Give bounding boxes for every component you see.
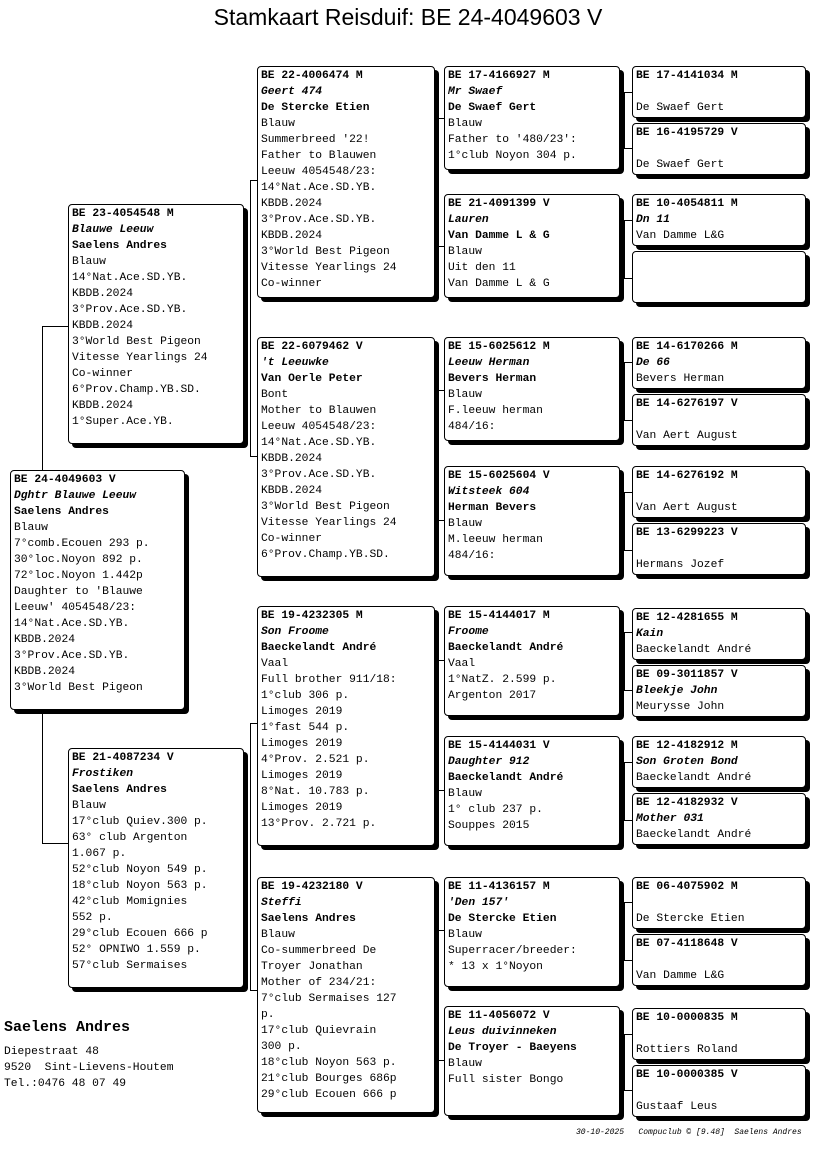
info-line: 1°club Noyon 304 p.	[448, 150, 577, 162]
pigeon-card-dam	[68, 748, 244, 988]
pigeon-card-dam-dam	[257, 877, 435, 1113]
breeder-street: Diepestraat 48	[4, 1046, 99, 1058]
spacer	[636, 412, 802, 428]
info-line: 7°comb.Ecouen 293 p.	[14, 538, 150, 550]
info-line: 21°club Bourges 686p	[261, 1073, 397, 1085]
spacer	[636, 1083, 802, 1099]
pigeon-card-g14	[632, 934, 806, 986]
ring-number: BE 10-4054811 M	[636, 198, 738, 210]
info-line: Father to '480/23':	[448, 134, 577, 146]
pigeon-name: 't Leeuwke	[261, 357, 329, 369]
owner-name: Gustaaf Leus	[636, 1101, 718, 1113]
footer-credit: 30-10-2025 Compuclub © [9.48] Saelens Andres	[576, 1128, 802, 1137]
pigeon-card-g9	[632, 608, 806, 660]
breeder-name: Saelens Andres	[4, 1019, 131, 1036]
owner-name: De Stercke Etien	[448, 913, 557, 925]
info-line: F.leeuw herman	[448, 405, 543, 417]
info-line: KBDB.2024	[14, 634, 76, 646]
info-line: Argenton 2017	[448, 690, 537, 702]
ring-number: BE 06-4075902 M	[636, 881, 738, 893]
info-line: 1°Super.Ace.YB.	[72, 416, 174, 428]
ring-number: BE 09-3011857 V	[636, 669, 738, 681]
info-line: 484/16:	[448, 550, 496, 562]
spacer	[636, 541, 802, 557]
info-line: Blauw	[448, 118, 482, 130]
info-line: 17°club Quievrain	[261, 1025, 377, 1037]
info-line: 57°club Sermaises	[72, 960, 188, 972]
pigeon-name: Kain	[636, 628, 664, 640]
info-line: 8°Nat. 10.783 p.	[261, 786, 370, 798]
info-line: Troyer Jonathan	[261, 961, 363, 973]
pigeon-card-sire-sire	[257, 66, 435, 298]
info-line: Limoges 2019	[261, 706, 343, 718]
owner-name: Van Oerle Peter	[261, 373, 363, 385]
spacer	[636, 952, 802, 968]
info-line: Blauw	[448, 929, 482, 941]
ring-number: BE 11-4056072 V	[448, 1010, 550, 1022]
pigeon-name: Froome	[448, 626, 489, 638]
info-line: Van Damme L & G	[448, 278, 550, 290]
info-line: Leeuw' 4054548/23:	[14, 602, 137, 614]
owner-name: Baeckelandt André	[636, 829, 752, 841]
info-line: KBDB.2024	[261, 453, 323, 465]
info-line: 29°club Ecouen 666 p	[72, 928, 208, 940]
pigeon-name: Mr Swaef	[448, 86, 503, 98]
info-line: 3°World Best Pigeon	[72, 336, 201, 348]
owner-name: Saelens Andres	[261, 913, 356, 925]
owner-name: Saelens Andres	[14, 506, 109, 518]
ring-number: BE 14-6276197 V	[636, 398, 738, 410]
pigeon-card-g8	[632, 523, 806, 575]
info-line: Leeuw 4054548/23:	[261, 166, 377, 178]
info-line: Co-winner	[261, 533, 323, 545]
info-line: 1.067 p.	[72, 848, 127, 860]
owner-name: Bevers Herman	[636, 373, 725, 385]
pigeon-card-sds	[444, 337, 620, 441]
pigeon-name: 'Den 157'	[448, 897, 510, 909]
info-line: Full brother 911/18:	[261, 674, 397, 686]
info-line: 3°World Best Pigeon	[14, 682, 143, 694]
owner-name: De Stercke Etien	[636, 913, 745, 925]
ring-number: BE 10-0000385 V	[636, 1069, 738, 1081]
info-line: Bont	[261, 389, 289, 401]
ring-number: BE 14-6170266 M	[636, 341, 738, 353]
pigeon-card-g13	[632, 877, 806, 929]
info-line: Co-winner	[72, 368, 134, 380]
owner-name: Van Aert August	[636, 430, 738, 442]
info-line: Vitesse Yearlings 24	[72, 352, 208, 364]
info-line: Leeuw 4054548/23:	[261, 421, 377, 433]
info-line: Daughter to 'Blauwe	[14, 586, 143, 598]
info-line: 63° club Argenton	[72, 832, 188, 844]
pigeon-name: Geert 474	[261, 86, 323, 98]
info-line: Blauw	[14, 522, 48, 534]
owner-name: De Stercke Etien	[261, 102, 370, 114]
info-line: 42°club Momignies	[72, 896, 188, 908]
pigeon-card-sdd	[444, 466, 620, 576]
pigeon-card-sire	[68, 204, 244, 444]
info-line: 30°loc.Noyon 892 p.	[14, 554, 143, 566]
spacer	[636, 141, 802, 157]
page-title: Stamkaart Reisduif: BE 24-4049603 V	[213, 4, 603, 30]
owner-name: Saelens Andres	[72, 240, 167, 252]
spacer	[636, 895, 802, 911]
info-line: 3°Prov.Ace.SD.YB.	[72, 304, 188, 316]
ring-number: BE 23-4054548 M	[72, 208, 174, 220]
pigeon-card-dss	[444, 606, 620, 716]
info-line: KBDB.2024	[72, 288, 134, 300]
owner-name: Van Damme L&G	[636, 970, 725, 982]
info-line: 13°Prov. 2.721 p.	[261, 818, 377, 830]
pigeon-name: Lauren	[448, 214, 489, 226]
pigeon-name: De 66	[636, 357, 670, 369]
info-line: Full sister Bongo	[448, 1074, 564, 1086]
ring-number: BE 21-4087234 V	[72, 752, 174, 764]
info-line: Limoges 2019	[261, 802, 343, 814]
owner-name: Van Aert August	[636, 502, 738, 514]
ring-number: BE 12-4281655 M	[636, 612, 738, 624]
info-line: Souppes 2015	[448, 820, 530, 832]
info-line: 3°Prov.Ace.SD.YB.	[261, 214, 377, 226]
pigeon-card-g16	[632, 1065, 806, 1117]
info-line: Limoges 2019	[261, 770, 343, 782]
pigeon-name: Son Froome	[261, 626, 329, 638]
ring-number: BE 15-4144031 V	[448, 740, 550, 752]
info-line: Vitesse Yearlings 24	[261, 517, 397, 529]
owner-name: Bevers Herman	[448, 373, 537, 385]
spacer	[636, 1026, 802, 1042]
info-line: 18°club Noyon 563 p.	[72, 880, 208, 892]
owner-name: De Swaef Gert	[448, 102, 537, 114]
pigeon-card-g3	[632, 194, 806, 246]
pigeon-name: Steffi	[261, 897, 302, 909]
pigeon-card-g15	[632, 1008, 806, 1060]
info-line: 484/16:	[448, 421, 496, 433]
info-line: 14°Nat.Ace.SD.YB.	[14, 618, 130, 630]
breeder-city: 9520 Sint-Lievens-Houtem	[4, 1062, 174, 1074]
info-line: Blauw	[448, 788, 482, 800]
ring-number: BE 13-6299223 V	[636, 527, 738, 539]
info-line: 17°club Quiev.300 p.	[72, 816, 208, 828]
info-line: 4°Prov. 2.521 p.	[261, 754, 370, 766]
info-line: Uit den 11	[448, 262, 516, 274]
owner-name: Baeckelandt André	[448, 772, 564, 784]
info-line: Blauw	[448, 246, 482, 258]
info-line: 3°Prov.Ace.SD.YB.	[14, 650, 130, 662]
pigeon-name: Daughter 912	[448, 756, 530, 768]
pigeon-card-g1	[632, 66, 806, 118]
info-line: 1°fast 544 p.	[261, 722, 350, 734]
ring-number: BE 10-0000835 M	[636, 1012, 738, 1024]
info-line: 14°Nat.Ace.SD.YB.	[261, 182, 377, 194]
pigeon-card-g11	[632, 736, 806, 788]
pigeon-card-g2	[632, 123, 806, 175]
pigeon-card-g5	[632, 337, 806, 389]
ring-number: BE 07-4118648 V	[636, 938, 738, 950]
pigeon-name: Blauwe Leeuw	[72, 224, 154, 236]
spacer	[636, 484, 802, 500]
info-line: KBDB.2024	[14, 666, 76, 678]
ring-number: BE 16-4195729 V	[636, 127, 738, 139]
owner-name: Baeckelandt André	[448, 642, 564, 654]
info-line: 14°Nat.Ace.SD.YB.	[261, 437, 377, 449]
pigeon-name: Dghtr Blauwe Leeuw	[14, 490, 137, 502]
spacer	[636, 84, 802, 100]
info-line: 14°Nat.Ace.SD.YB.	[72, 272, 188, 284]
pigeon-card-ssd	[444, 194, 620, 298]
info-line: 52°club Noyon 549 p.	[72, 864, 208, 876]
owner-name: De Troyer - Baeyens	[448, 1042, 577, 1054]
info-line: Superracer/breeder:	[448, 945, 577, 957]
info-line: 1° club 237 p.	[448, 804, 543, 816]
owner-name: Van Damme L & G	[448, 230, 550, 242]
info-line: Blauw	[261, 929, 295, 941]
pigeon-card-dds	[444, 877, 620, 987]
info-line: Mother to Blauwen	[261, 405, 377, 417]
info-line: 29°club Ecouen 666 p	[261, 1089, 397, 1101]
ring-number: BE 14-6276192 M	[636, 470, 738, 482]
breeder-info	[4, 1018, 173, 1092]
info-line: 52° OPNIWO 1.559 p.	[72, 944, 201, 956]
info-line: * 13 x 1°Noyon	[448, 961, 543, 973]
ring-number: BE 15-6025604 V	[448, 470, 550, 482]
info-line: Blauw	[448, 1058, 482, 1070]
info-line: 3°World Best Pigeon	[261, 246, 390, 258]
info-line: Blauw	[448, 389, 482, 401]
pigeon-name: Frostiken	[72, 768, 134, 780]
info-line: KBDB.2024	[72, 400, 134, 412]
info-line: 1°NatZ. 2.599 p.	[448, 674, 557, 686]
ring-number: BE 17-4166927 M	[448, 70, 550, 82]
info-line: Limoges 2019	[261, 738, 343, 750]
ring-number: BE 11-4136157 M	[448, 881, 550, 893]
info-line: Co-winner	[261, 278, 323, 290]
pigeon-card-sire-dam	[257, 337, 435, 577]
info-line: Summerbreed '22!	[261, 134, 370, 146]
pigeon-name: Witsteek 604	[448, 486, 530, 498]
owner-name: Baeckelandt André	[261, 642, 377, 654]
info-line: Father to Blauwen	[261, 150, 377, 162]
pigeon-name: Bleekje John	[636, 685, 718, 697]
pigeon-card-subject	[10, 470, 185, 710]
owner-name: Rottiers Roland	[636, 1044, 738, 1056]
pigeon-card-dsd	[444, 736, 620, 846]
ring-number: BE 24-4049603 V	[14, 474, 116, 486]
info-line: 3°World Best Pigeon	[261, 501, 390, 513]
info-line: KBDB.2024	[261, 198, 323, 210]
info-line: 552 p.	[72, 912, 113, 924]
owner-name: Hermans Jozef	[636, 559, 725, 571]
info-line: Co-summerbreed De	[261, 945, 377, 957]
pigeon-card-g12	[632, 793, 806, 845]
info-line: 6°Prov.Champ.YB.SD.	[261, 549, 390, 561]
pigeon-name: Dn 11	[636, 214, 670, 226]
pigeon-card-g6	[632, 394, 806, 446]
info-line: KBDB.2024	[261, 485, 323, 497]
ring-number: BE 12-4182912 M	[636, 740, 738, 752]
pigeon-name: Son Groten Bond	[636, 756, 738, 768]
info-line: KBDB.2024	[261, 230, 323, 242]
owner-name: Baeckelandt André	[636, 772, 752, 784]
info-line: 18°club Noyon 563 p.	[261, 1057, 397, 1069]
ring-number: BE 19-4232180 V	[261, 881, 363, 893]
pigeon-card-g4	[632, 251, 806, 303]
ring-number: BE 19-4232305 M	[261, 610, 363, 622]
ring-number: BE 22-4006474 M	[261, 70, 363, 82]
owner-name: Herman Bevers	[448, 502, 537, 514]
owner-name: De Swaef Gert	[636, 159, 725, 171]
ring-number: BE 12-4182932 V	[636, 797, 738, 809]
pigeon-card-g7	[632, 466, 806, 518]
info-line: M.leeuw herman	[448, 534, 543, 546]
pigeon-name: Leeuw Herman	[448, 357, 530, 369]
pigeon-card-ddd	[444, 1006, 620, 1116]
info-line: 72°loc.Noyon 1.442p	[14, 570, 143, 582]
ring-number: BE 17-4141034 M	[636, 70, 738, 82]
ring-number: BE 15-4144017 M	[448, 610, 550, 622]
owner-name: Van Damme L&G	[636, 230, 725, 242]
info-line: KBDB.2024	[72, 320, 134, 332]
info-line: p.	[261, 1009, 275, 1021]
info-line: Vaal	[261, 658, 289, 670]
info-line: 7°club Sermaises 127	[261, 993, 397, 1005]
pigeon-card-g10	[632, 665, 806, 717]
info-line: Blauw	[72, 256, 106, 268]
info-line: Blauw	[72, 800, 106, 812]
ring-number: BE 22-6079462 V	[261, 341, 363, 353]
ring-number: BE 21-4091399 V	[448, 198, 550, 210]
info-line: Vitesse Yearlings 24	[261, 262, 397, 274]
pigeon-card-sss	[444, 66, 620, 170]
info-line: Blauw	[448, 518, 482, 530]
owner-name: Baeckelandt André	[636, 644, 752, 656]
breeder-phone: Tel.:0476 48 07 49	[4, 1078, 127, 1090]
info-line: 3°Prov.Ace.SD.YB.	[261, 469, 377, 481]
pigeon-card-dam-sire	[257, 606, 435, 846]
info-line: 6°Prov.Champ.YB.SD.	[72, 384, 201, 396]
owner-name: Saelens Andres	[72, 784, 167, 796]
owner-name: De Swaef Gert	[636, 102, 725, 114]
info-line: Mother of 234/21:	[261, 977, 377, 989]
info-line: 300 p.	[261, 1041, 302, 1053]
ring-number: BE 15-6025612 M	[448, 341, 550, 353]
owner-name: Meurysse John	[636, 701, 725, 713]
pigeon-name: Mother 031	[636, 813, 704, 825]
info-line: 1°club 306 p.	[261, 690, 350, 702]
info-line: Blauw	[261, 118, 295, 130]
info-line: Vaal	[448, 658, 476, 670]
pigeon-name: Leus duivinneken	[448, 1026, 557, 1038]
